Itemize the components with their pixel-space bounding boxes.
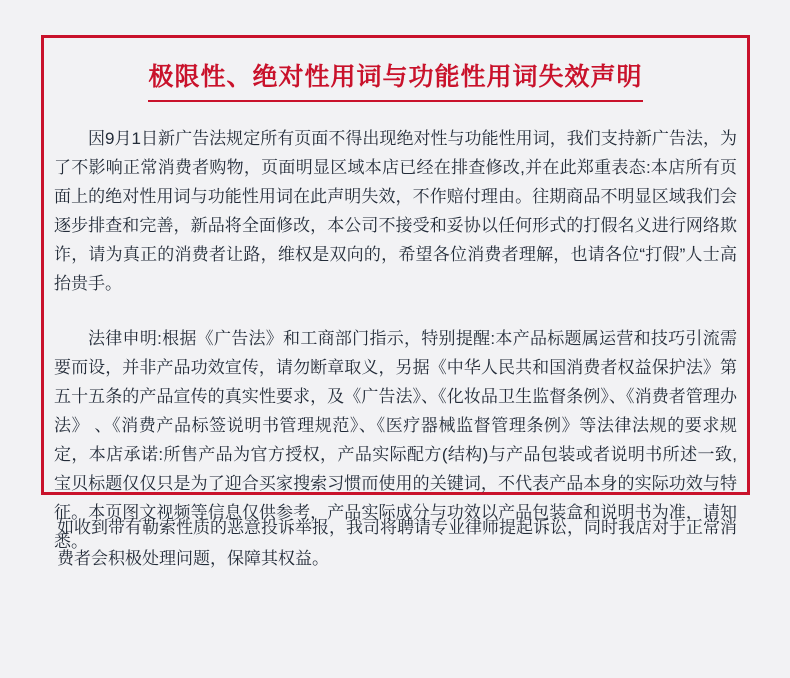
notice-title-wrap xyxy=(54,64,737,102)
complaint-warning-note: 如收到带有勒索性质的恶意投诉举报，我司将聘请专业律师提起诉讼，同时我店对于正常消费者会积极处理问题，保障其权益。 xyxy=(57,518,737,568)
notice-paragraph-legal-statement: 法律申明:根据《广告法》和工商部门指示，特别提醒:本产品标题属运营和技巧引流需要而设，并非产品功效宣传，请勿断章取义，另据《中华人民共和国消费者权益保护法》第五十五条的产品宣传的真实性要求，及《广告法》、《化妆品卫生监督条例》、《消费者管理办法》 、《消费产品标签说明书管理规范》、《医疗器械监督管理条例》等法律法规的要求规定，本店承诺:所售产品为官方授权，产品实际配方(结构)与产品包装或者说明书所述一致,宝贝标题仅仅只是为了迎合买家搜索习惯而使用的关键词，不代表产品本身的实际功效与特征。本页图文视频等信息仅供参考，产品实际成分与功效以产品包装盒和说明书为准，请知悉。 xyxy=(54,329,737,551)
notice-paragraph-ad-law: 因9月1日新广告法规定所有页面不得出现绝对性与功能性用词，我们支持新广告法，为了不影响正常消费者购物，页面明显区域本店已经在排查修改,并在此郑重表态:本店所有页面上的绝对性用词与功能性用词在此声明失效，不作赔付理由。往期商品不明显区域我们会逐步排查和完善，新品将全面修改，本公司不接受和妥协以任何形式的打假名义进行网络欺诈，请为真正的消费者让路，维权是双向的，希望各位消费者理解，也请各位“打假”人士高抬贵手。 xyxy=(54,129,737,293)
notice-title: 极限性、绝对性用词与功能性用词失效声明 xyxy=(148,64,642,102)
